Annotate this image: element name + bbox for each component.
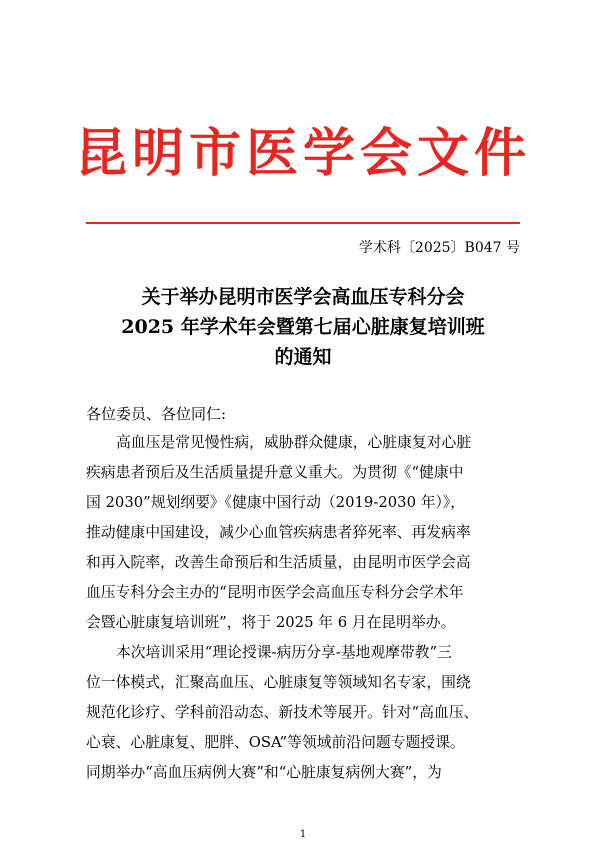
paragraph-line: 会暨心脏康复培训班”，将于 2025 年 6 月在昆明举办。 <box>86 614 456 631</box>
paragraph-line: 心衰、心脏康复、肥胖、OSA”等领域前沿问题专题授课。 <box>86 734 465 751</box>
notice-title-line: 2025 年学术年会暨第七届心脏康复培训班 <box>121 316 485 338</box>
salutation: 各位委员、各位同仁: <box>86 405 227 423</box>
paragraph-line: 推动健康中国建设，减少心血管疾病患者猝死率、再发病率 <box>86 524 471 541</box>
body-text <box>86 428 520 788</box>
paragraph-line: 同期举办“高血压病例大赛”和“心脏康复病例大赛”，为 <box>86 764 442 781</box>
paragraph-line: 规范化诊疗、学科前沿动态、新技术等展开。针对“高血压、 <box>86 704 479 721</box>
notice-title-line: 的通知 <box>274 346 332 368</box>
masthead-title: 昆明市医学会文件 <box>74 123 531 184</box>
notice-title-line: 关于举办昆明市医学会高血压专科分会 <box>141 286 465 308</box>
paragraph-line: 疾病患者预后及生活质量提升意义重大。为贯彻《“健康中 <box>86 464 464 481</box>
paragraph-line: 血压专科分会主办的“昆明市医学会高血压专科分会学术年 <box>86 584 464 601</box>
paragraph-line: 本次培训采用“理论授课-病历分享-基地观摩带教”三 <box>116 644 452 661</box>
red-divider-line <box>86 222 520 224</box>
paragraph-line: 国 2030”规划纲要》《健康中国行动（2019-2030 年）》， <box>86 494 466 511</box>
document-number: 学术科〔2025〕B047 号 <box>358 240 520 256</box>
paragraph-line: 和再入院率，改善生命预后和生活质量，由昆明市医学会高 <box>86 554 471 571</box>
page-number: 1 <box>299 829 307 840</box>
paragraph-line: 高血压是常见慢性病，威胁群众健康，心脏康复对心脏 <box>116 434 472 451</box>
paragraph-line: 位一体模式，汇聚高血压、心脏康复等领域知名专家，围绕 <box>86 674 471 691</box>
notice-title <box>86 282 520 372</box>
